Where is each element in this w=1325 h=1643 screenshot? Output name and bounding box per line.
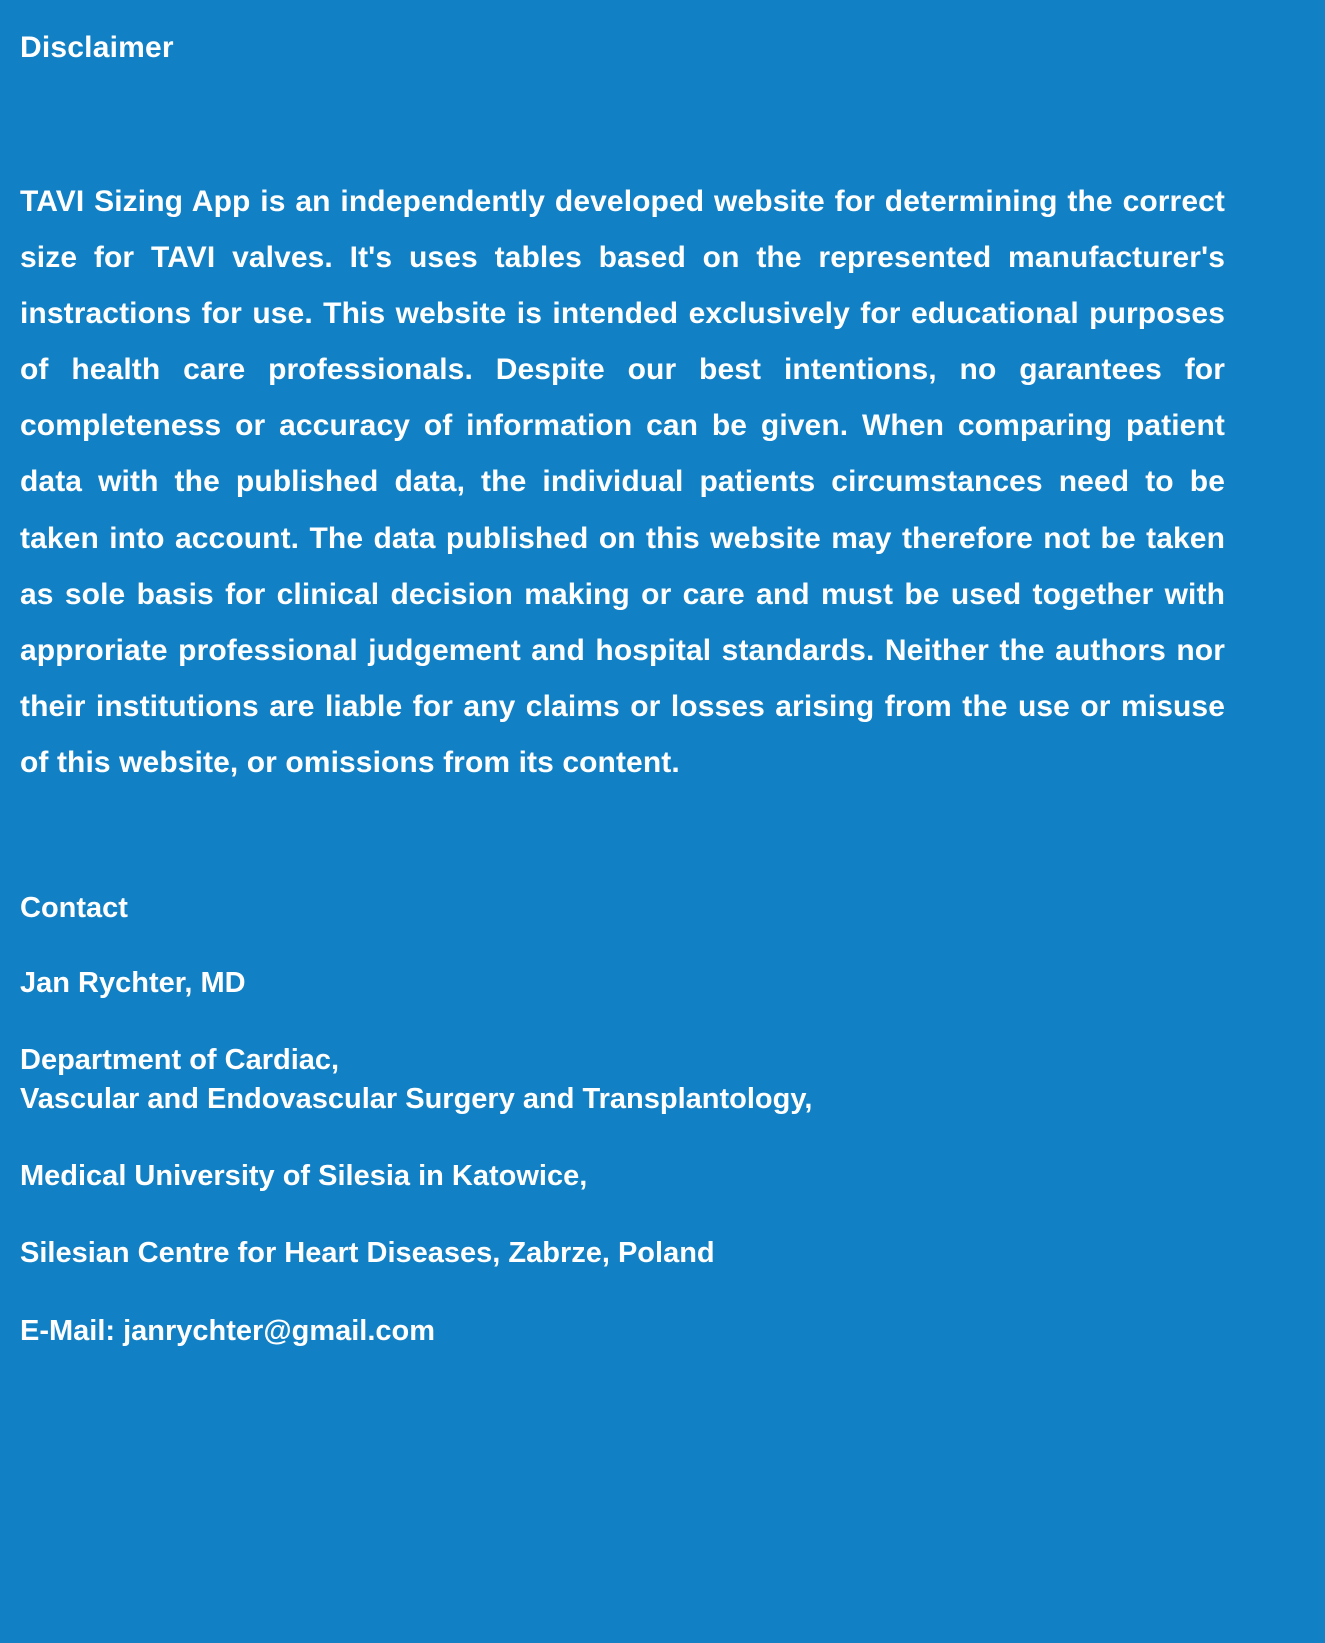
contact-heading: Contact: [20, 892, 128, 925]
contact-section: [20, 891, 1225, 1351]
contact-centre: Silesian Centre for Heart Diseases, Zabrze, Poland: [20, 1237, 715, 1270]
contact-department: [20, 1041, 1225, 1119]
contact-name: Jan Rychter, MD: [20, 966, 246, 999]
contact-department-line2: Vascular and Endovascular Surgery and Transplantology,: [20, 1083, 813, 1116]
contact-university: Medical University of Silesia in Katowice,: [20, 1160, 588, 1193]
disclaimer-heading: Disclaimer: [20, 31, 174, 64]
contact-department-line1: Department of Cardiac,: [20, 1043, 340, 1076]
contact-email[interactable]: E-Mail: janrychter@gmail.com: [20, 1314, 436, 1347]
disclaimer-text: TAVI Sizing App is an independently developed website for determining the correct size for TAVI valves. It's uses tables based on the represented manufacturer's instractions for use. This website is intended exclusively for educational purposes of health care professionals. Despite our best intentions, no garantees for completeness or accuracy of information can be given. When comparing patient data with the published data, the individual patients circumstances need to be taken into account. The data published on this website may therefore not be taken as sole basis for clinical decision making or care and must be used together with approriate professional judgement and hospital standards. Neither the authors nor their institutions are liable for any claims or losses arising from the use or misuse of this website, or omissions from its content.: [20, 185, 1225, 779]
